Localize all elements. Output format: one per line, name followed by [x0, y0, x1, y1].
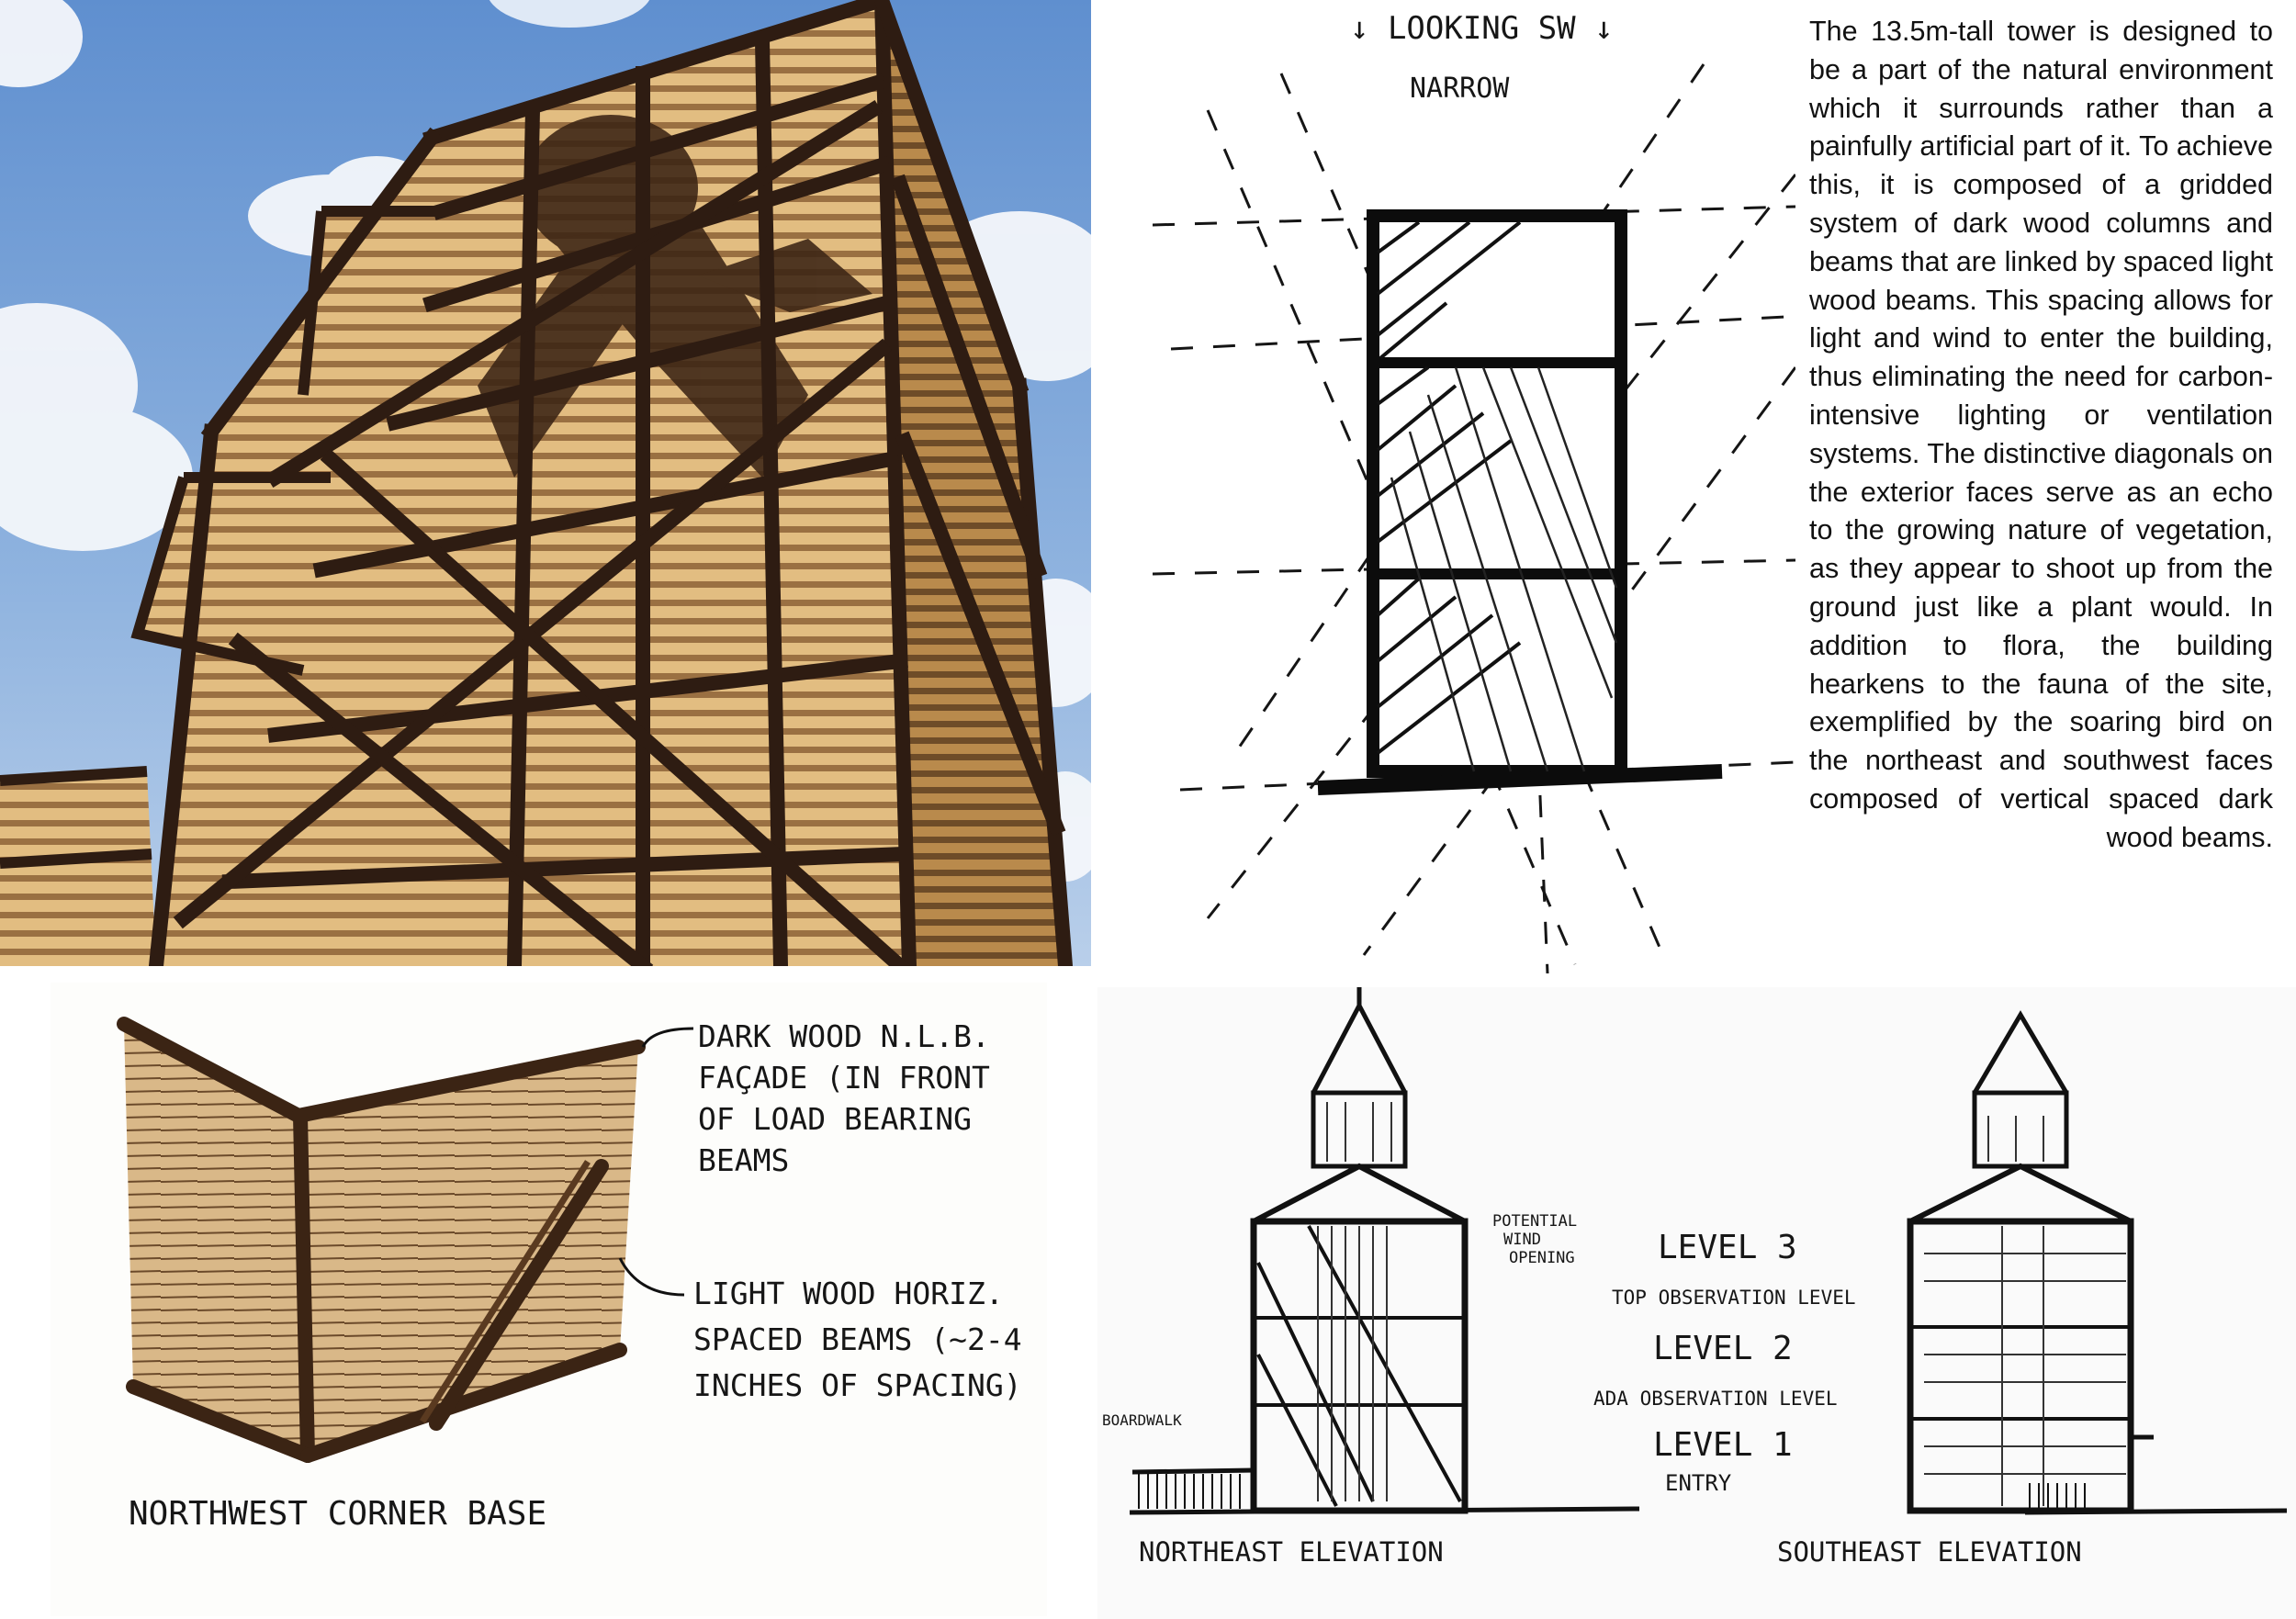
tower-render-image [0, 0, 1091, 966]
note-dark-line-4: BEAMS [698, 1142, 790, 1178]
level-2-label: LEVEL 2 [1653, 1330, 1793, 1367]
elevations-sketch [1097, 987, 2296, 1619]
wind-label-3: OPENING [1509, 1249, 1575, 1267]
looking-sw-label: ↓ LOOKING SW ↓ [1350, 10, 1614, 47]
level-1-label: LEVEL 1 [1653, 1426, 1793, 1464]
level-1-desc: ENTRY [1665, 1470, 1732, 1496]
note-light-line-1: LIGHT WOOD HORIZ. [693, 1276, 1004, 1311]
level-3-label: LEVEL 3 [1658, 1229, 1797, 1266]
wind-label-2: WIND [1503, 1231, 1541, 1249]
note-dark-line-3: OF LOAD BEARING [698, 1101, 973, 1137]
corner-detail-sketch [51, 983, 1047, 1616]
plan-sketch [1153, 0, 1795, 973]
level-3-desc: TOP OBSERVATION LEVEL [1612, 1287, 1856, 1309]
northeast-elevation-caption: NORTHEAST ELEVATION [1139, 1536, 1444, 1568]
note-light-line-2: SPACED BEAMS (~2-4 [693, 1321, 1022, 1357]
note-light-line-3: INCHES OF SPACING) [693, 1367, 1022, 1403]
wind-label-1: POTENTIAL [1492, 1212, 1578, 1231]
southeast-elevation-caption: SOUTHEAST ELEVATION [1777, 1536, 2082, 1568]
boardwalk-label: BOARDWALK [1102, 1411, 1182, 1429]
project-description: The 13.5m-tall tower is designed to be a part of the natural environment which it surrounds rather than a painfully artificial part of it. To achieve this, it is composed of a gridded system of dark wood columns and beams that are linked by spaced light wood beams. This spacing allows for light and wind to enter the building, thus eliminating the need for carbon-intensive lighting or ventilation systems. The distinctive diagonals on the exterior faces serve as an echo to the growing nature of vegetation, as they appear to shoot up from the ground just like a plant would. In addition to flora, the building hearkens to the fauna of the site, exemplified by the soaring bird on the northeast and southwest faces composed of vertical spaced dark wood beams. [1809, 16, 2273, 853]
corner-detail-caption: NORTHWEST CORNER BASE [129, 1495, 547, 1533]
note-dark-line-1: DARK WOOD N.L.B. [698, 1018, 990, 1054]
note-dark-line-2: FAÇADE (IN FRONT [698, 1060, 990, 1096]
level-2-desc: ADA OBSERVATION LEVEL [1593, 1388, 1838, 1410]
narrow-label: NARROW [1410, 73, 1510, 105]
